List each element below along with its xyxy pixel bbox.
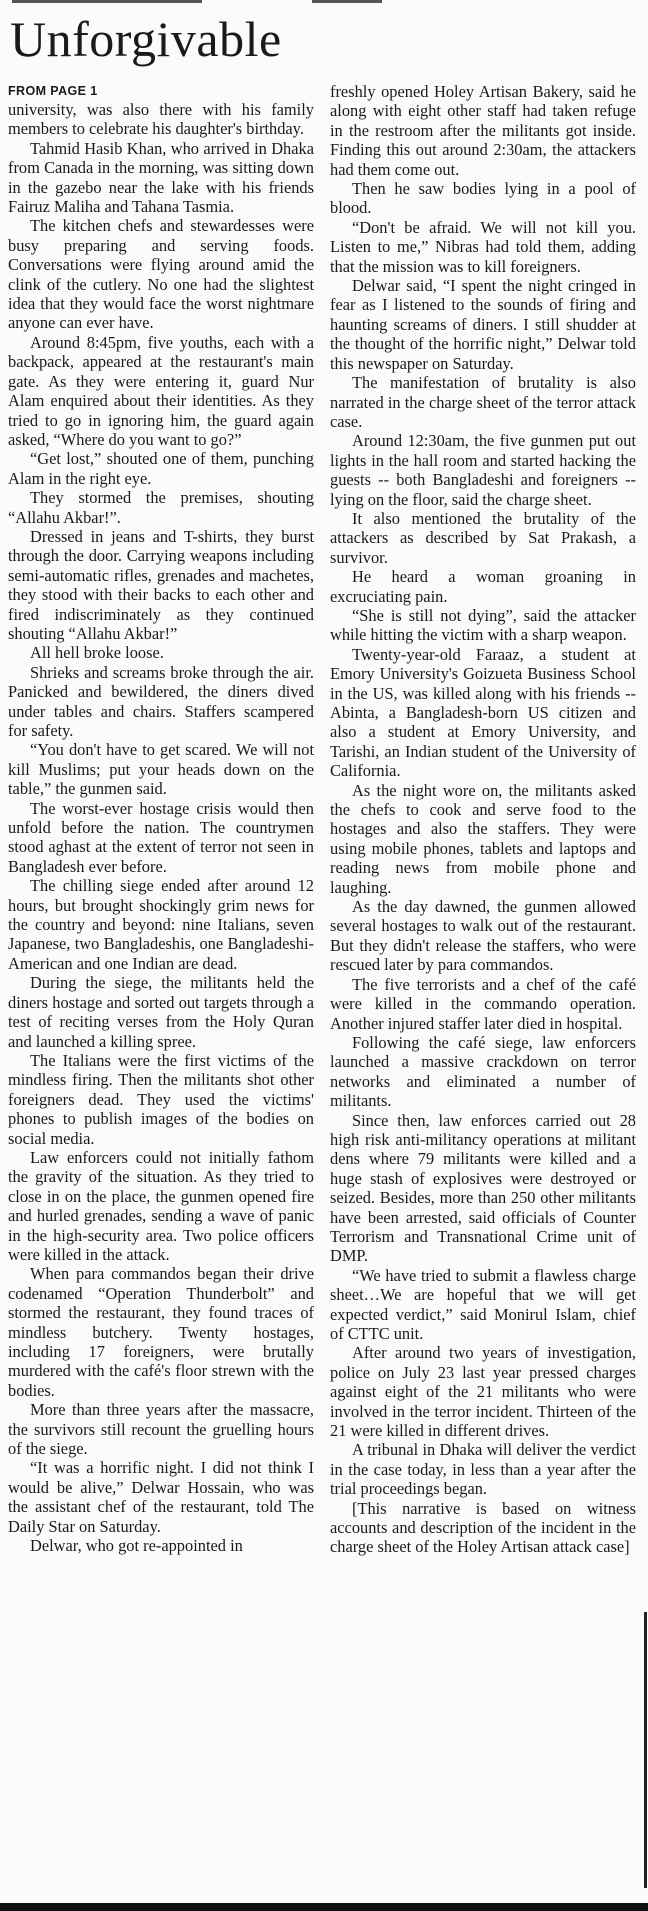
paragraph: As the night wore on, the militants asked the chefs to cook and serve food to the hostages and also the staffers. They were using mobile phones, tablets and laptops and reading news from mobile phone and laughing. <box>330 780 636 897</box>
paragraph: The Italians were the first victims of the mindless firing. Then the militants shot other foreigners dead. They used the victims' phones to publish images of the bodies on social media. <box>8 1050 314 1148</box>
paragraph: When para commandos began their drive codenamed “Operation Thunderbolt” and stormed the restaurant, they found traces of mindless butchery. Twenty hostages, including 17 foreigners, were brutally murdered with the café's floor strewn with the bodies. <box>8 1264 314 1400</box>
headline: Unforgivable <box>10 11 282 67</box>
top-rule <box>0 0 648 6</box>
paragraph: All hell broke loose. <box>30 643 164 663</box>
paragraph: It also mentioned the brutality of the attackers as described by Sat Prakash, a survivor. <box>330 508 636 567</box>
paragraph: Law enforcers could not initially fathom the gravity of the situation. As they tried to close in on the place, the gunmen opened fire and hurled grenades, sending a wave of panic in the high-security area. Two police officers were killed in the attack. <box>8 1147 314 1264</box>
paragraph: “You don't have to get scared. We will not kill Muslims; put your heads down on the table,” the gunmen said. <box>8 740 314 799</box>
paragraph: He heard a woman groaning in excruciating pain. <box>330 567 636 606</box>
paragraph: The worst-ever hostage crisis would then unfold before the nation. The countrymen stood aghast at the extent of terror not seen in Bangladesh ever before. <box>8 798 314 876</box>
paragraph: “It was a horrific night. I did not think I would be alive,” Delwar Hossain, who was the assistant chef of the restaurant, told The Daily Star on Saturday. <box>8 1458 314 1536</box>
paragraph: Delwar, who got re-appointed in <box>30 1536 243 1556</box>
paragraph: Dressed in jeans and T-shirts, they burst through the door. Carrying weapons including semi-automatic rifles, grenades and machetes, they stood with their backs to each other and fired indiscriminately as they continued shouting “Allahu Akbar!” <box>8 526 314 643</box>
paragraph: The five terrorists and a chef of the café were killed in the commando operation. Another injured staffer later died in hospital. <box>330 974 636 1033</box>
paragraph: The manifestation of brutality is also narrated in the charge sheet of the terror attack case. <box>330 373 636 431</box>
article-column-right <box>330 82 636 1557</box>
paragraph: Around 8:45pm, five youths, each with a backpack, appeared at the restaurant's main gate. As they were entering it, guard Nur Alam enquired about their identities. As they tried to go in ignoring him, the guard again asked, “Where do you want to go?” <box>8 332 314 449</box>
paragraph: Following the café siege, law enforcers launched a massive crackdown on terror networks and eliminated a number of militants. <box>330 1032 636 1111</box>
paragraph: Around 12:30am, the five gunmen put out lights in the hall room and started hacking the guests -- both Bangladeshi and foreigners -- lying on the floor, said the charge sheet. <box>330 431 636 509</box>
column-edge-rule <box>644 1612 647 1888</box>
paragraph: university, was also there with his family members to celebrate his daughter's birthday. <box>8 100 314 139</box>
paragraph: “Don't be afraid. We will not kill you. Listen to me,” Nibras had told them, adding that the mission was to kill foreigners. <box>330 217 636 276</box>
paragraph: Since then, law enforces carried out 28 high risk anti-militancy operations at militant dens where 79 militants were killed and a huge stash of explosives were destroyed or seized. Besides, more than 250 other militants have been arrested, said officials of Counter Terrorism and Transnational Crime unit of DMP. <box>330 1110 636 1266</box>
paragraph: “Get lost,” shouted one of them, punching Alam in the right eye. <box>8 449 314 488</box>
paragraph: The chilling siege ended after around 12 hours, but brought shockingly grim news for the country and beyond: nine Italians, seven Japanese, two Bangladeshis, one Bangladeshi-American and one Indian are dead. <box>8 876 314 973</box>
paragraph: Delwar said, “I spent the night cringed in fear as I listened to the sounds of firing and haunting screams of diners. I still shudder at the thought of the horrific night,” Delwar told this newspaper on Saturday. <box>330 276 636 373</box>
paragraph: freshly opened Holey Artisan Bakery, said he along with eight other staff had taken refuge in the restroom after the militants got inside. Finding this out around 2:30am, the attackers had them come out. <box>330 82 636 179</box>
paragraph: During the siege, the militants held the diners hostage and sorted out targets through a test of reciting verses from the Holy Quran and launched a killing spree. <box>8 973 314 1051</box>
paragraph: Twenty-year-old Faraaz, a student at Emory University's Goizueta Business School in the US, was killed along with his friends -- Abinta, a Bangladesh-born US citizen and also a student at Emory University, and Tarishi, an Indian student of the University of California. <box>330 644 636 781</box>
kicker: FROM PAGE 1 <box>8 84 98 98</box>
paragraph: “We have tried to submit a flawless charge sheet…We are hopeful that we will get expected verdict,” said Monirul Islam, chief of CTTC unit. <box>330 1265 636 1343</box>
paragraph: They stormed the premises, shouting “Allahu Akbar!”. <box>8 488 314 527</box>
paragraph: The kitchen chefs and stewardesses were busy preparing and serving foods. Conversations were flying around amid the clink of the cutlery. No one had the slightest idea that they would face the worst nightmare anyone can ever have. <box>8 216 314 333</box>
paragraph: More than three years after the massacre, the survivors still recount the gruelling hours of the siege. <box>8 1400 314 1459</box>
paragraph: [This narrative is based on witness accounts and description of the incident in the charge sheet of the Holey Artisan attack case] <box>330 1498 636 1557</box>
paragraph: Then he saw bodies lying in a pool of blood. <box>330 179 636 218</box>
article-column-left <box>8 84 314 1555</box>
paragraph: Shrieks and screams broke through the air. Panicked and bewildered, the diners dived under tables and chairs. Staffers scampered for safety. <box>8 662 314 740</box>
paragraph: “She is still not dying”, said the attacker while hitting the victim with a sharp weapon. <box>330 605 636 645</box>
bottom-rule <box>0 1903 648 1911</box>
paragraph: A tribunal in Dhaka will deliver the verdict in the case today, in less than a year after the trial proceedings began. <box>330 1440 636 1499</box>
paragraph: As the day dawned, the gunmen allowed several hostages to walk out of the restaurant. But they didn't release the staffers, who were rescued later by para commandos. <box>330 897 636 975</box>
paragraph: After around two years of investigation, police on July 23 last year pressed charges against eight of the 21 militants who were involved in the terror incident. Thirteen of the 21 were killed in different drives. <box>330 1343 636 1441</box>
paragraph: Tahmid Hasib Khan, who arrived in Dhaka from Canada in the morning, was sitting down in the gazebo near the lake with his friends Fairuz Maliha and Tahana Tasmia. <box>8 138 314 217</box>
